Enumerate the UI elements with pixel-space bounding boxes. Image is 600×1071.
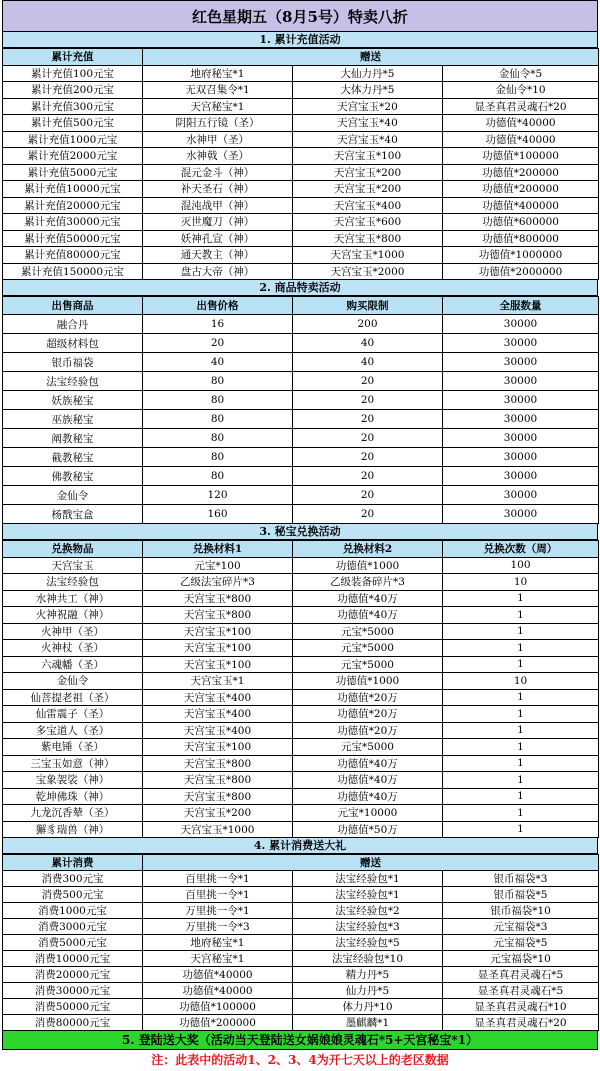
- table-cell: 功德值*400000: [443, 197, 599, 214]
- table-cell: 10: [443, 574, 599, 591]
- section-heading-sale: 2. 商品特卖活动: [2, 280, 598, 296]
- table-header-row: [3, 297, 599, 315]
- table-cell: 天宫宝玉*40: [293, 115, 443, 132]
- table-cell: 20: [293, 448, 443, 467]
- table-row: [3, 623, 599, 640]
- table-cell: 乙级法宝碎片*3: [143, 574, 293, 591]
- table-cell: 仙菩提老祖（圣）: [3, 689, 143, 706]
- login-bonus-banner: 5. 登陆送大奖（活动当天登陆送女娲娘娘灵魂石*5+天宫秘宝*1）: [2, 1031, 598, 1050]
- table-row: [3, 467, 599, 486]
- table-cell: 火神杖（圣）: [3, 640, 143, 657]
- sale-table: [2, 296, 599, 524]
- table-cell: 80: [143, 448, 293, 467]
- table-cell: 火神祝融（神）: [3, 607, 143, 624]
- table-row: [3, 372, 599, 391]
- footnote: 注：此表中的活动1、2、3、4为开七天以上的老区数据: [2, 1050, 598, 1071]
- table-row: [3, 755, 599, 772]
- table-row: [3, 903, 599, 919]
- table-cell: 金仙令: [3, 486, 143, 505]
- column-header: 赠送: [143, 855, 599, 871]
- table-header-row: [3, 855, 599, 871]
- table-cell: 显圣真君灵魂石*20: [443, 98, 599, 115]
- table-cell: 累计充值30000元宝: [3, 214, 143, 231]
- table-cell: 天宫宝玉*800: [143, 788, 293, 805]
- table-cell: 补天圣石（神）: [143, 181, 293, 198]
- table-cell: 20: [293, 467, 443, 486]
- table-row: [3, 788, 599, 805]
- table-row: [3, 148, 599, 165]
- table-row: [3, 353, 599, 372]
- column-header: 兑换次数（周）: [443, 541, 599, 558]
- table-cell: 百里挑一令*1: [143, 887, 293, 903]
- table-cell: 1: [443, 772, 599, 789]
- table-cell: 累计充值80000元宝: [3, 247, 143, 264]
- table-cell: 万里挑一令*3: [143, 919, 293, 935]
- table-cell: 显圣真君灵魂石*10: [443, 999, 599, 1015]
- exchange-table: [2, 540, 599, 838]
- table-cell: 功德值*40000: [443, 115, 599, 132]
- table-row: [3, 65, 599, 82]
- table-cell: 精力丹*5: [293, 967, 443, 983]
- table-cell: 1: [443, 689, 599, 706]
- section-heading-spending: 4. 累计消费送大礼: [2, 838, 598, 854]
- table-cell: 天宫宝玉*800: [143, 590, 293, 607]
- table-cell: 30000: [443, 467, 599, 486]
- table-cell: 1: [443, 805, 599, 822]
- table-cell: 40: [293, 334, 443, 353]
- promo-sheet: [2, 0, 598, 1071]
- table-cell: 天宫宝玉*100: [143, 656, 293, 673]
- table-cell: 天宫宝玉*100: [143, 640, 293, 657]
- table-cell: 大体力丹*5: [293, 82, 443, 99]
- table-row: [3, 805, 599, 822]
- table-cell: 功德值*40000: [143, 967, 293, 983]
- table-cell: 六魂幡（圣）: [3, 656, 143, 673]
- table-row: [3, 951, 599, 967]
- table-cell: 消费50000元宝: [3, 999, 143, 1015]
- table-cell: 1: [443, 739, 599, 756]
- table-cell: 银币福袋*3: [443, 871, 599, 887]
- table-cell: 元宝*5000: [293, 623, 443, 640]
- table-cell: 16: [143, 315, 293, 334]
- table-cell: 水神共工（神）: [3, 590, 143, 607]
- table-cell: 天宫宝玉: [3, 557, 143, 574]
- table-cell: 獬豸瑞兽（神）: [3, 821, 143, 838]
- table-cell: 佛教秘宝: [3, 467, 143, 486]
- table-cell: 三宝玉如意（神）: [3, 755, 143, 772]
- table-cell: 40: [143, 353, 293, 372]
- table-cell: 1: [443, 640, 599, 657]
- table-cell: 天宫宝玉*1000: [143, 821, 293, 838]
- table-cell: 天宫宝玉*100: [293, 148, 443, 165]
- table-cell: 20: [143, 334, 293, 353]
- table-cell: 80: [143, 410, 293, 429]
- table-cell: 法宝经验包*1: [293, 887, 443, 903]
- table-cell: 30000: [443, 353, 599, 372]
- table-cell: 功德值*2000000: [443, 263, 599, 280]
- table-cell: 混元金斗（神）: [143, 164, 293, 181]
- table-cell: 天宫宝玉*800: [143, 607, 293, 624]
- table-cell: 功德值*40万: [293, 772, 443, 789]
- table-cell: 杨戬宝盒: [3, 505, 143, 524]
- table-cell: 80: [143, 372, 293, 391]
- table-cell: 功德值*600000: [443, 214, 599, 231]
- table-header-row: [3, 541, 599, 558]
- table-cell: 天宫宝玉*100: [143, 623, 293, 640]
- table-cell: 紫电锤（圣）: [3, 739, 143, 756]
- table-row: [3, 887, 599, 903]
- table-cell: 功德值*40000: [443, 131, 599, 148]
- table-row: [3, 98, 599, 115]
- table-cell: 200: [293, 315, 443, 334]
- column-header: 出售价格: [143, 297, 293, 315]
- table-cell: 天宫宝玉*200: [143, 805, 293, 822]
- table-cell: 法宝经验包*3: [293, 919, 443, 935]
- table-row: [3, 486, 599, 505]
- table-cell: 元宝*5000: [293, 656, 443, 673]
- table-cell: 截教秘宝: [3, 448, 143, 467]
- table-cell: 1: [443, 706, 599, 723]
- table-cell: 元宝福袋*10: [443, 951, 599, 967]
- table-cell: 功德值*20万: [293, 689, 443, 706]
- table-cell: 元宝*5000: [293, 739, 443, 756]
- table-cell: 80: [143, 429, 293, 448]
- table-cell: 累计充值20000元宝: [3, 197, 143, 214]
- table-cell: 法宝经验包*10: [293, 951, 443, 967]
- table-cell: 银币福袋: [3, 353, 143, 372]
- table-cell: 消费300元宝: [3, 871, 143, 887]
- table-row: [3, 115, 599, 132]
- table-cell: 墨麒麟*1: [293, 1015, 443, 1031]
- table-cell: 1: [443, 607, 599, 624]
- column-header: 兑换材料2: [293, 541, 443, 558]
- table-cell: 30000: [443, 505, 599, 524]
- table-cell: 仙雷震子（圣）: [3, 706, 143, 723]
- column-header: 兑换物品: [3, 541, 143, 558]
- table-cell: 功德值*1000000: [443, 247, 599, 264]
- table-cell: 累计充值100元宝: [3, 65, 143, 82]
- table-row: [3, 181, 599, 198]
- table-row: [3, 164, 599, 181]
- table-cell: 显圣真君灵魂石*20: [443, 1015, 599, 1031]
- table-cell: 20: [293, 429, 443, 448]
- table-cell: 累计充值300元宝: [3, 98, 143, 115]
- table-cell: 融合丹: [3, 315, 143, 334]
- table-cell: 40: [293, 353, 443, 372]
- table-row: [3, 429, 599, 448]
- table-cell: 灭世魔刀（神）: [143, 214, 293, 231]
- table-cell: 妖神孔宣（神）: [143, 230, 293, 247]
- table-cell: 九龙沉香辇（圣）: [3, 805, 143, 822]
- table-cell: 20: [293, 505, 443, 524]
- table-cell: 功德值*20万: [293, 722, 443, 739]
- table-cell: 天宫宝玉*1000: [293, 247, 443, 264]
- table-cell: 体力丹*10: [293, 999, 443, 1015]
- table-cell: 法宝经验包*1: [293, 871, 443, 887]
- table-cell: 100: [443, 557, 599, 574]
- table-cell: 累计充值2000元宝: [3, 148, 143, 165]
- table-cell: 功德值*1000: [293, 557, 443, 574]
- table-cell: 妖族秘宝: [3, 391, 143, 410]
- table-cell: 20: [293, 391, 443, 410]
- table-cell: 功德值*20万: [293, 706, 443, 723]
- table-row: [3, 315, 599, 334]
- table-cell: 乙级装备碎片*3: [293, 574, 443, 591]
- table-cell: 1: [443, 623, 599, 640]
- table-cell: 天宫宝玉*1: [143, 673, 293, 690]
- table-row: [3, 410, 599, 429]
- table-row: [3, 448, 599, 467]
- table-cell: 元宝*10000: [293, 805, 443, 822]
- column-header: 全服数量: [443, 297, 599, 315]
- table-row: [3, 821, 599, 838]
- column-header: 累计充值: [3, 49, 143, 66]
- table-cell: 金仙令*10: [443, 82, 599, 99]
- table-cell: 仙力丹*5: [293, 983, 443, 999]
- table-cell: 累计充值150000元宝: [3, 263, 143, 280]
- table-row: [3, 574, 599, 591]
- table-cell: 累计充值5000元宝: [3, 164, 143, 181]
- table-cell: 消费3000元宝: [3, 919, 143, 935]
- table-cell: 水神甲（圣）: [143, 131, 293, 148]
- table-cell: 功德值*200000: [443, 164, 599, 181]
- table-cell: 天宫宝玉*400: [293, 197, 443, 214]
- table-cell: 银币福袋*5: [443, 887, 599, 903]
- table-cell: 法宝经验包*5: [293, 935, 443, 951]
- table-cell: 10: [443, 673, 599, 690]
- table-cell: 30000: [443, 372, 599, 391]
- table-row: [3, 871, 599, 887]
- table-row: [3, 590, 599, 607]
- table-cell: 水神戟（圣）: [143, 148, 293, 165]
- table-cell: 1: [443, 755, 599, 772]
- table-cell: 20: [293, 372, 443, 391]
- table-row: [3, 214, 599, 231]
- table-cell: 消费80000元宝: [3, 1015, 143, 1031]
- table-cell: 消费5000元宝: [3, 935, 143, 951]
- table-cell: 金仙令: [3, 673, 143, 690]
- table-row: [3, 706, 599, 723]
- section-heading-recharge: 1. 累计充值活动: [2, 32, 598, 48]
- table-cell: 累计充值200元宝: [3, 82, 143, 99]
- table-cell: 多宝道人（圣）: [3, 722, 143, 739]
- table-row: [3, 230, 599, 247]
- table-cell: 30000: [443, 429, 599, 448]
- table-cell: 天宫宝玉*600: [293, 214, 443, 231]
- table-cell: 天宫宝玉*100: [143, 739, 293, 756]
- table-cell: 30000: [443, 334, 599, 353]
- table-cell: 巫族秘宝: [3, 410, 143, 429]
- table-cell: 法宝经验包: [3, 574, 143, 591]
- table-cell: 超级材料包: [3, 334, 143, 353]
- table-row: [3, 983, 599, 999]
- table-cell: 显圣真君灵魂石*5: [443, 967, 599, 983]
- table-cell: 30000: [443, 391, 599, 410]
- table-header-row: [3, 49, 599, 66]
- table-cell: 天宫宝玉*200: [293, 181, 443, 198]
- table-cell: 功德值*800000: [443, 230, 599, 247]
- table-cell: 无双召集令*1: [143, 82, 293, 99]
- column-header: 购买限制: [293, 297, 443, 315]
- table-row: [3, 607, 599, 624]
- table-cell: 天宫宝玉*800: [143, 772, 293, 789]
- table-cell: 30000: [443, 486, 599, 505]
- table-cell: 消费1000元宝: [3, 903, 143, 919]
- table-cell: 功德值*40万: [293, 590, 443, 607]
- table-cell: 1: [443, 821, 599, 838]
- table-cell: 天宫宝玉*800: [143, 755, 293, 772]
- column-header: 兑换材料1: [143, 541, 293, 558]
- table-cell: 功德值*50万: [293, 821, 443, 838]
- table-cell: 功德值*200000: [443, 181, 599, 198]
- table-cell: 火神甲（圣）: [3, 623, 143, 640]
- table-cell: 通天教主（神）: [143, 247, 293, 264]
- column-header: 出售商品: [3, 297, 143, 315]
- table-cell: 累计充值1000元宝: [3, 131, 143, 148]
- recharge-table: [2, 48, 599, 280]
- table-cell: 银币福袋*10: [443, 903, 599, 919]
- table-cell: 功德值*40万: [293, 755, 443, 772]
- table-cell: 160: [143, 505, 293, 524]
- table-row: [3, 689, 599, 706]
- table-cell: 显圣真君灵魂石*5: [443, 983, 599, 999]
- table-row: [3, 82, 599, 99]
- table-row: [3, 739, 599, 756]
- table-cell: 宝象袈裟（神）: [3, 772, 143, 789]
- table-cell: 消费500元宝: [3, 887, 143, 903]
- table-row: [3, 334, 599, 353]
- table-cell: 地府秘宝*1: [143, 935, 293, 951]
- table-cell: 功德值*1000: [293, 673, 443, 690]
- column-header: 赠送: [143, 49, 599, 66]
- table-cell: 消费10000元宝: [3, 951, 143, 967]
- table-row: [3, 656, 599, 673]
- table-cell: 累计充值500元宝: [3, 115, 143, 132]
- table-row: [3, 935, 599, 951]
- column-header: 累计消费: [3, 855, 143, 871]
- page-title: 红色星期五（8月5号）特卖八折: [2, 0, 598, 32]
- table-cell: 天宫宝玉*400: [143, 722, 293, 739]
- table-cell: 功德值*100000: [443, 148, 599, 165]
- table-cell: 功德值*100000: [143, 999, 293, 1015]
- table-cell: 元宝*5000: [293, 640, 443, 657]
- table-cell: 1: [443, 590, 599, 607]
- table-cell: 万里挑一令*1: [143, 903, 293, 919]
- table-cell: 功德值*40万: [293, 788, 443, 805]
- table-row: [3, 919, 599, 935]
- table-cell: 元宝*100: [143, 557, 293, 574]
- table-cell: 地府秘宝*1: [143, 65, 293, 82]
- table-row: [3, 967, 599, 983]
- table-cell: 天宫秘宝*1: [143, 98, 293, 115]
- table-cell: 混沌战甲（神）: [143, 197, 293, 214]
- table-cell: 120: [143, 486, 293, 505]
- table-cell: 大仙力丹*5: [293, 65, 443, 82]
- table-row: [3, 640, 599, 657]
- table-cell: 元宝福袋*5: [443, 935, 599, 951]
- spending-table: [2, 854, 599, 1031]
- table-cell: 1: [443, 722, 599, 739]
- table-cell: 盘古大帝（神）: [143, 263, 293, 280]
- table-cell: 30000: [443, 410, 599, 429]
- table-cell: 百里挑一令*1: [143, 871, 293, 887]
- table-cell: 1: [443, 788, 599, 805]
- table-cell: 元宝福袋*3: [443, 919, 599, 935]
- table-cell: 80: [143, 467, 293, 486]
- table-cell: 80: [143, 391, 293, 410]
- table-cell: 法宝经验包: [3, 372, 143, 391]
- table-row: [3, 772, 599, 789]
- table-cell: 天宫宝玉*400: [143, 689, 293, 706]
- table-cell: 乾坤佛珠（神）: [3, 788, 143, 805]
- table-cell: 功德值*200000: [143, 1015, 293, 1031]
- table-cell: 阐教秘宝: [3, 429, 143, 448]
- table-cell: 20: [293, 486, 443, 505]
- table-cell: 消费20000元宝: [3, 967, 143, 983]
- table-cell: 20: [293, 410, 443, 429]
- section-heading-exchange: 3. 秘宝兑换活动: [2, 524, 598, 540]
- table-cell: 天宫宝玉*40: [293, 131, 443, 148]
- table-row: [3, 197, 599, 214]
- table-row: [3, 557, 599, 574]
- table-cell: 累计充值50000元宝: [3, 230, 143, 247]
- table-row: [3, 263, 599, 280]
- table-cell: 功德值*40000: [143, 983, 293, 999]
- table-cell: 功德值*40万: [293, 607, 443, 624]
- table-cell: 天宫宝玉*20: [293, 98, 443, 115]
- table-cell: 30000: [443, 448, 599, 467]
- table-cell: 天宫宝玉*200: [293, 164, 443, 181]
- table-cell: 天宫秘宝*1: [143, 951, 293, 967]
- table-cell: 消费30000元宝: [3, 983, 143, 999]
- table-row: [3, 391, 599, 410]
- table-row: [3, 722, 599, 739]
- table-cell: 法宝经验包*2: [293, 903, 443, 919]
- table-row: [3, 131, 599, 148]
- table-row: [3, 999, 599, 1015]
- table-cell: 天宫宝玉*2000: [293, 263, 443, 280]
- table-cell: 天宫宝玉*800: [293, 230, 443, 247]
- table-cell: 阴阳五行镜（圣）: [143, 115, 293, 132]
- table-row: [3, 247, 599, 264]
- table-row: [3, 505, 599, 524]
- table-cell: 30000: [443, 315, 599, 334]
- table-row: [3, 673, 599, 690]
- table-cell: 1: [443, 656, 599, 673]
- table-cell: 累计充值10000元宝: [3, 181, 143, 198]
- table-cell: 天宫宝玉*400: [143, 706, 293, 723]
- table-cell: 金仙令*5: [443, 65, 599, 82]
